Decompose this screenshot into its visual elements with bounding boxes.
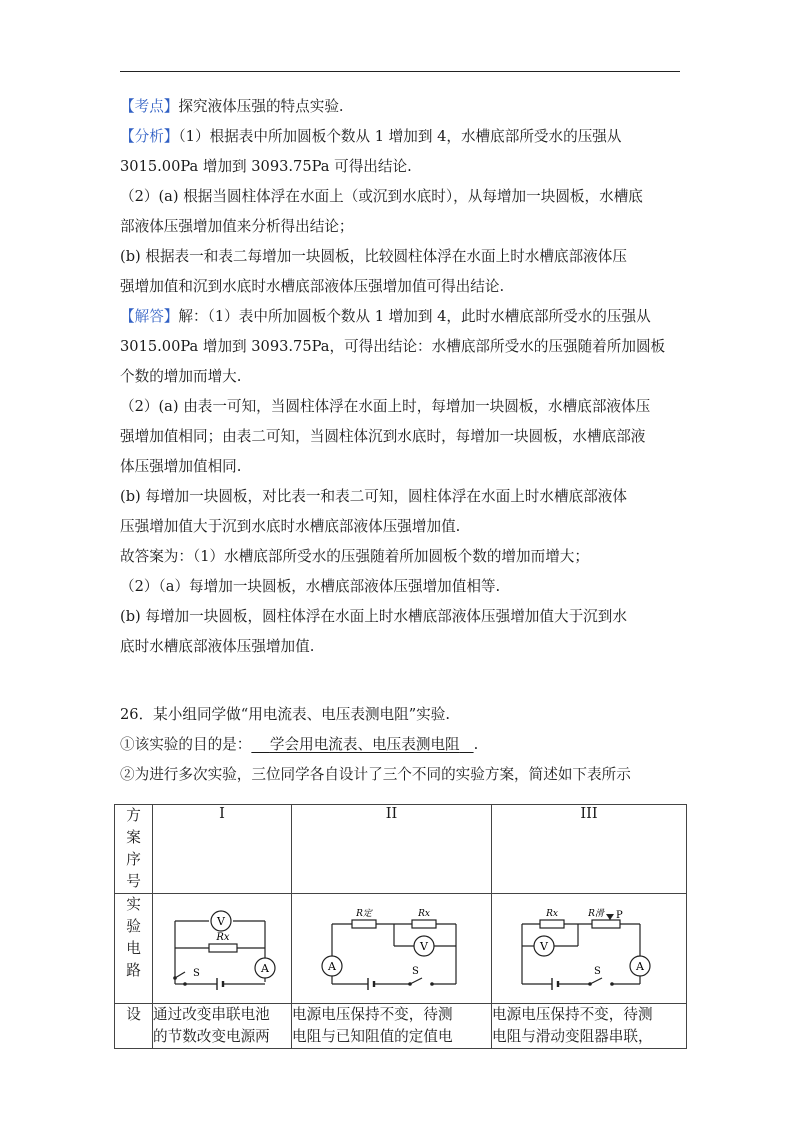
question-item-1 (120, 730, 682, 760)
fenxi-line-3: （2）(a) 根据当圆柱体浮在水面上（或沉到水底时），从每增加一块圆板，水槽底 (120, 188, 643, 205)
desc-line: 电源电压保持不变，待测 (492, 1006, 653, 1023)
r-slider-label: R滑 (588, 909, 604, 919)
circuit-2-svg (292, 894, 492, 1002)
rx-label: Rx (216, 932, 230, 943)
circuit-diagram-3 (492, 894, 687, 1004)
kaodian-tag: 【考点】 (120, 98, 179, 115)
fenxi-line-2: 3015.00Pa 增加到 3093.75Pa 可得出结论. (120, 158, 412, 175)
plan-3-description (492, 1004, 687, 1049)
item1-prefix: ①该实验的目的是： (120, 736, 252, 753)
header-char: 验 (126, 918, 141, 935)
design-header: 设 (115, 1004, 153, 1049)
header-char: 序 (126, 851, 141, 868)
rx-label: Rx (546, 909, 558, 919)
ammeter-label: A (636, 960, 644, 973)
plan-number-header (115, 805, 153, 894)
answer-line-3: (b) 每增加一块圆板，圆柱体浮在水面上时水槽底部液体压强增加值大于沉到水 (120, 608, 627, 625)
desc-line: 电阻与滑动变阻器串联， (492, 1028, 653, 1045)
jieda-line-2: 3015.00Pa 增加到 3093.75Pa，可得出结论：水槽底部所受水的压强随着所加圆板 (120, 338, 666, 355)
plan-1-label: I (153, 805, 292, 894)
kaodian-text: 探究液体压强的特点实验. (178, 98, 344, 115)
kaodian-line (120, 92, 682, 122)
voltmeter-label: V (540, 940, 548, 953)
jieda-text: 解：（1）表中所加圆板个数从 1 增加到 4，此时水槽底部所受水的压强从 (178, 308, 651, 325)
ammeter-label: A (328, 960, 336, 973)
switch-label: S (193, 968, 200, 979)
jieda-line-5: 强增加值相同；由表二可知，当圆柱体沉到水底时，每增加一块圆板，水槽底部液 (120, 428, 646, 445)
header-char: 路 (126, 962, 141, 979)
desc-line: 的节数改变电源两 (153, 1028, 270, 1045)
plan-1-description (153, 1004, 292, 1049)
item1-answer (251, 736, 473, 753)
fenxi-line-4: 部液体压强增加值来分析得出结论； (120, 218, 354, 235)
header-char: 方 (126, 807, 141, 824)
plan-3-label: III (492, 805, 687, 894)
table-row-plan-number (115, 805, 687, 894)
header-char: 号 (126, 873, 141, 890)
fenxi-line-6: 强增加值和沉到水底时水槽底部液体压强增加值可得出结论. (120, 278, 505, 295)
header-char: 电 (126, 940, 141, 957)
switch-label: S (594, 966, 601, 977)
jieda-line-4: （2）(a) 由表一可知，当圆柱体浮在水面上时，每增加一块圆板，水槽底部液体压 (120, 398, 651, 415)
table-row-design (115, 1004, 687, 1049)
ammeter-label: A (261, 962, 269, 975)
jieda-line-3: 个数的增加而增大. (120, 368, 242, 385)
document-body (120, 92, 682, 790)
fenxi-line-5: (b) 根据表一和表二每增加一块圆板，比较圆柱体浮在水面上时水槽底部液体压 (120, 248, 627, 265)
voltmeter-label: V (217, 915, 225, 928)
answer-line-2: （2）（a）每增加一块圆板，水槽底部液体压强增加值相等. (120, 578, 501, 595)
answer-line-1: 故答案为：（1）水槽底部所受水的压强随着所加圆板个数的增加而增大； (120, 548, 589, 565)
header-char: 实 (126, 896, 141, 913)
circuit-header (115, 894, 153, 1004)
item1-suffix: . (473, 736, 479, 753)
plan-2-label: II (292, 805, 492, 894)
plan-2-description (292, 1004, 492, 1049)
answer-line-4: 底时水槽底部液体压强增加值. (120, 638, 315, 655)
header-rule (120, 71, 680, 72)
item1-answer-text: 学会用电流表、电压表测电阻 (269, 736, 460, 753)
desc-line: 电源电压保持不变，待测 (292, 1006, 453, 1023)
switch-label: S (412, 966, 419, 977)
jieda-line-1 (120, 302, 682, 332)
question-item-2: ②为进行多次实验，三位同学各自设计了三个不同的实验方案，简述如下表所示 (120, 766, 631, 783)
question-title: 26．某小组同学做“用电流表、电压表测电阻”实验. (120, 706, 451, 723)
jieda-line-8: 压强增加值大于沉到水底时水槽底部液体压强增加值. (120, 518, 461, 535)
rx-label: Rx (418, 909, 430, 919)
table-row-circuit (115, 894, 687, 1004)
fenxi-tag: 【分析】 (120, 128, 179, 145)
fenxi-text: （1）根据表中所加圆板个数从 1 增加到 4，水槽底部所受水的压强从 (178, 128, 622, 145)
circuit-diagram-2 (292, 894, 492, 1004)
fenxi-line-1 (120, 122, 682, 152)
circuit-3-svg (492, 894, 687, 1002)
voltmeter-label: V (420, 940, 428, 953)
circuit-1-svg (153, 894, 292, 1002)
jieda-tag: 【解答】 (120, 308, 179, 325)
jieda-line-6: 体压强增加值相同. (120, 458, 242, 475)
jieda-line-7: (b) 每增加一块圆板，对比表一和表二可知，圆柱体浮在水面上时水槽底部液体 (120, 488, 627, 505)
header-char: 案 (126, 829, 141, 846)
plan-table (114, 804, 687, 1049)
desc-line: 电阻与已知阻值的定值电 (292, 1028, 453, 1045)
desc-line: 通过改变串联电池 (153, 1006, 270, 1023)
r-fixed-label: R定 (356, 909, 372, 919)
circuit-diagram-1 (153, 894, 292, 1004)
slider-p-label: P (616, 910, 623, 921)
